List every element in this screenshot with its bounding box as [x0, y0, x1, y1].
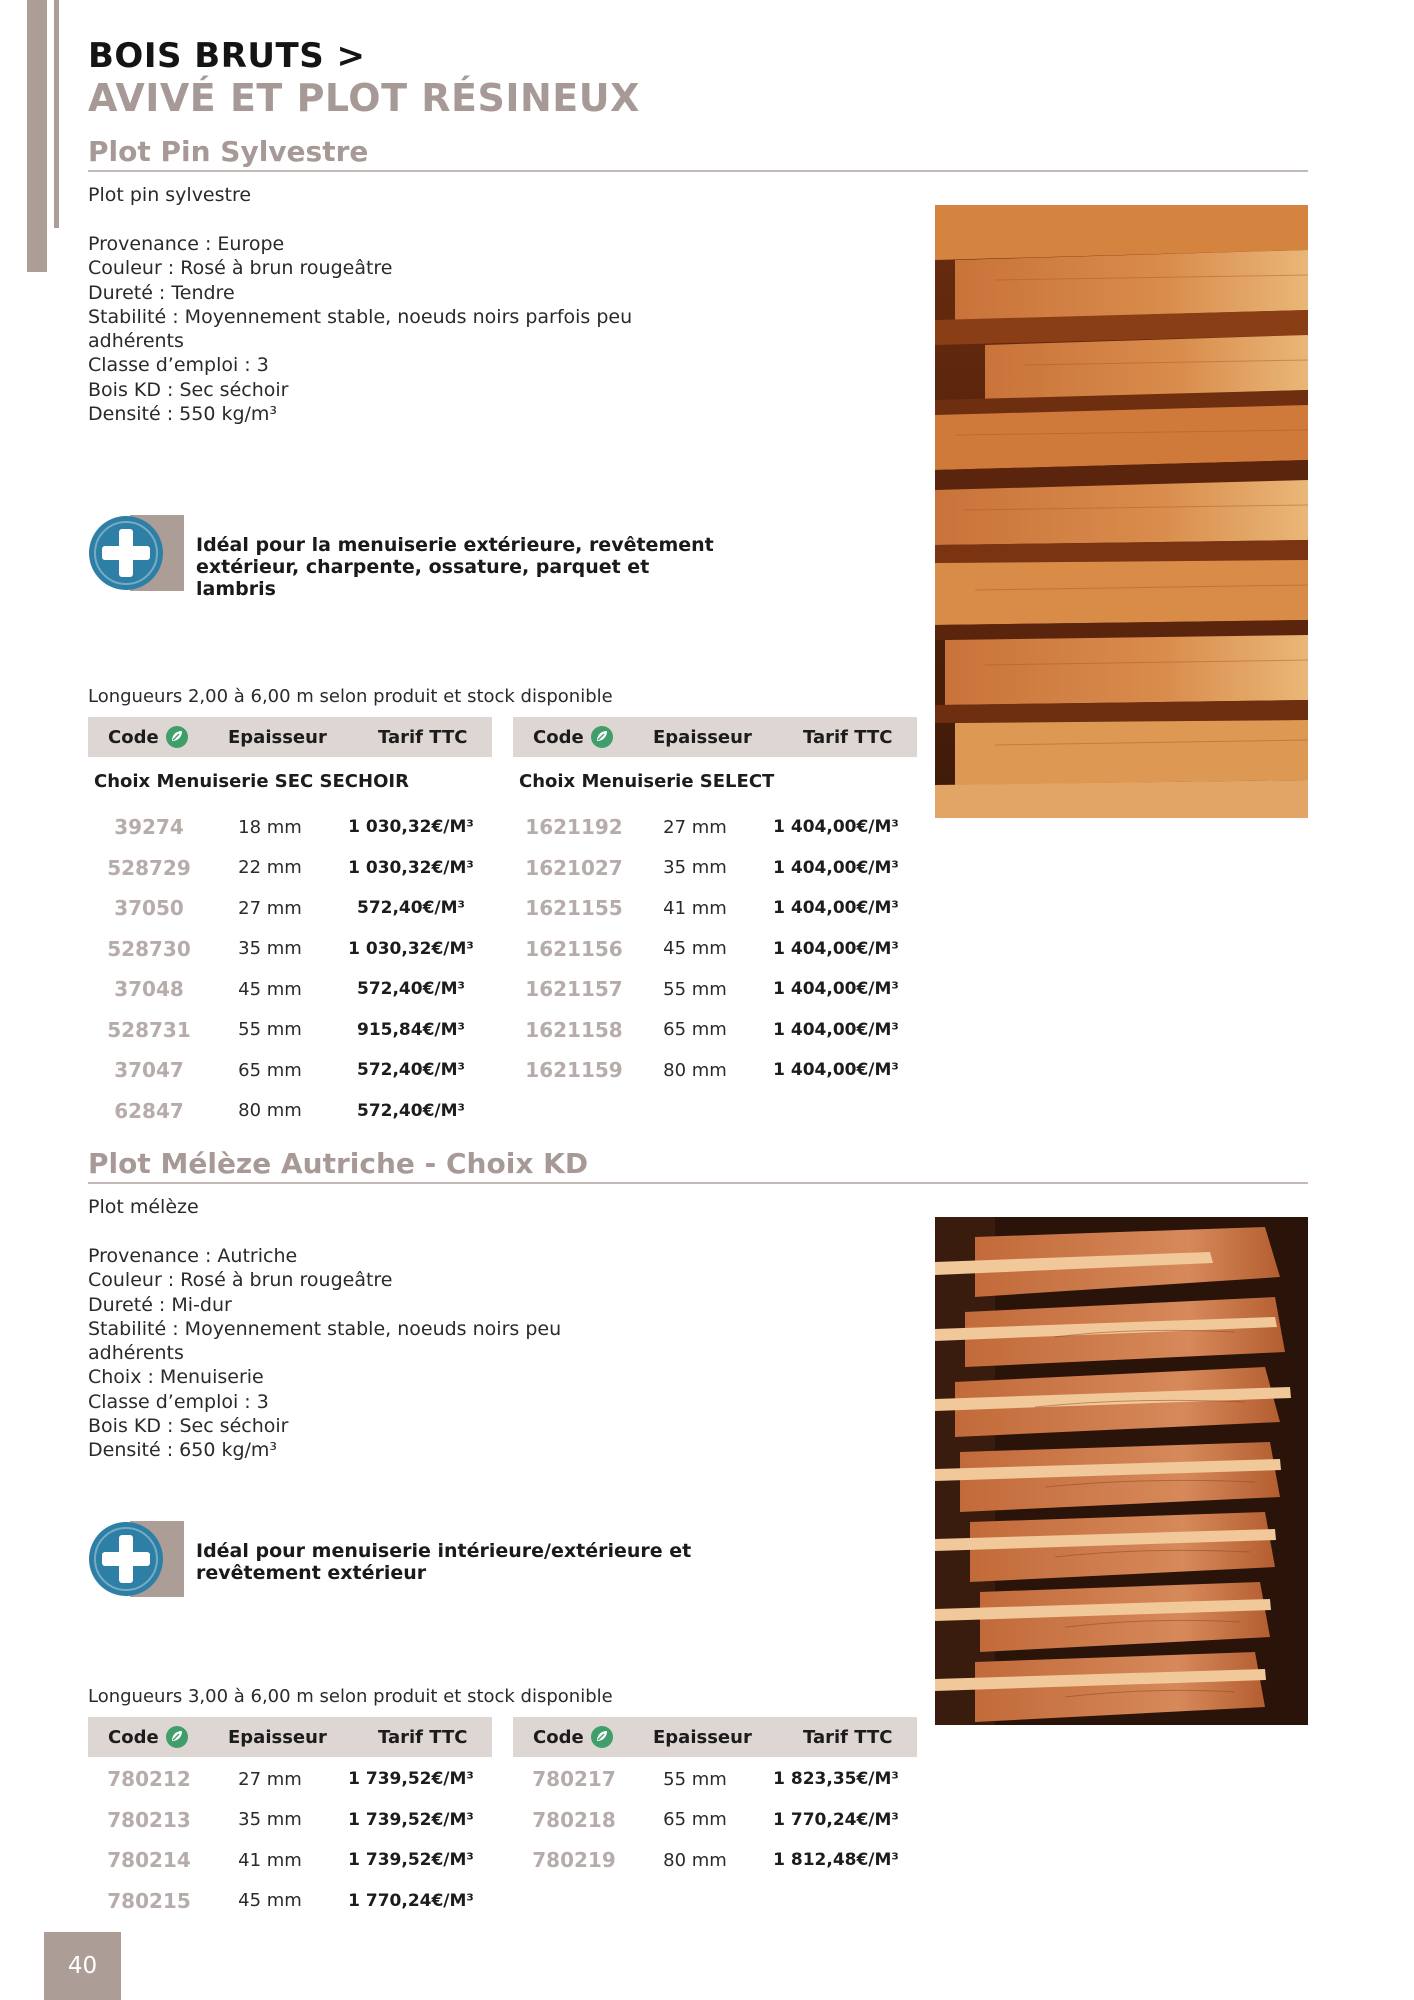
header-epaisseur: Epaisseur: [653, 726, 752, 748]
table-body: [88, 807, 492, 1131]
eco-leaf-icon: [165, 1725, 189, 1749]
property-line: Classe d’emploi : 3: [88, 1390, 269, 1413]
section-rule: [88, 1182, 1308, 1184]
cell-epaisseur: 65 mm: [663, 1019, 727, 1041]
cell-epaisseur: 45 mm: [238, 978, 302, 1000]
cell-code: 39274: [114, 815, 184, 840]
property-line: Provenance : Autriche: [88, 1245, 298, 1267]
table-row: [513, 888, 917, 929]
cell-code: 37048: [114, 977, 184, 1002]
property-line: Bois KD : Sec séchoir: [88, 1415, 289, 1438]
property-line: Classe d’emploi : 3: [88, 354, 269, 377]
cell-epaisseur: 27 mm: [238, 1768, 302, 1790]
section-title-pin-sylvestre: Plot Pin Sylvestre: [88, 135, 369, 168]
cell-price: 1 030,32€/M³: [348, 938, 474, 959]
property-line: Densité : 650 kg/m³: [88, 1439, 278, 1462]
table-body: [513, 1757, 917, 1881]
cell-price: 915,84€/M³: [356, 1019, 465, 1040]
property-line: Stabilité : Moyennement stable, noeuds noirs parfois peu adhérents: [88, 305, 633, 353]
price-table-meleze-1: [88, 1717, 492, 1921]
header-code: Code: [533, 726, 584, 748]
cell-price: 1 739,52€/M³: [348, 1769, 474, 1790]
cell-price: 572,40€/M³: [356, 1100, 465, 1121]
table-row: [88, 848, 492, 889]
cell-code: 1621158: [525, 1017, 623, 1042]
header-tarif: Tarif TTC: [803, 1726, 893, 1748]
property-line: Couleur : Rosé à brun rougeâtre: [88, 1269, 393, 1292]
header-epaisseur: Epaisseur: [653, 1726, 752, 1748]
plus-icon: [88, 515, 168, 595]
cell-epaisseur: 80 mm: [663, 1059, 727, 1081]
cell-epaisseur: 41 mm: [238, 1849, 302, 1871]
property-line: Choix : Menuiserie: [88, 1366, 264, 1389]
lengths-note: Longueurs 3,00 à 6,00 m selon produit et stock disponible: [88, 1686, 613, 1707]
cell-epaisseur: 65 mm: [238, 1059, 302, 1081]
cell-price: 1 823,35€/M³: [773, 1769, 899, 1790]
eco-leaf-icon: [590, 1725, 614, 1749]
cell-epaisseur: 18 mm: [238, 816, 302, 838]
cell-epaisseur: 22 mm: [238, 857, 302, 879]
table-row: [88, 1759, 492, 1800]
photo-meleze: [935, 1217, 1308, 1725]
table-row: [513, 1840, 917, 1881]
photo-pin-sylvestre: [935, 205, 1308, 818]
table-row: [88, 807, 492, 848]
cell-price: 1 739,52€/M³: [348, 1850, 474, 1871]
table-row: [88, 1010, 492, 1051]
cell-price: 1 404,00€/M³: [773, 857, 899, 878]
cell-price: 1 770,24€/M³: [773, 1809, 899, 1830]
table-row: [513, 929, 917, 970]
category-title: BOIS BRUTS >: [88, 36, 366, 76]
cell-epaisseur: 80 mm: [238, 1100, 302, 1122]
cell-code: 780218: [532, 1807, 616, 1832]
cell-code: 1621155: [525, 896, 623, 921]
header-epaisseur: Epaisseur: [228, 726, 327, 748]
cell-price: 1 030,32€/M³: [348, 857, 474, 878]
cell-price: 1 404,00€/M³: [773, 817, 899, 838]
price-table-meleze-2: [513, 1717, 917, 1881]
header-code: Code: [108, 1726, 159, 1748]
cell-code: 37050: [114, 896, 184, 921]
cell-price: 1 770,24€/M³: [348, 1890, 474, 1911]
table-row: [513, 1800, 917, 1841]
cell-epaisseur: 45 mm: [238, 1890, 302, 1912]
table-header: [88, 1717, 492, 1757]
cell-epaisseur: 35 mm: [238, 1809, 302, 1831]
cell-epaisseur: 45 mm: [663, 938, 727, 960]
property-line: Provenance : Europe: [88, 233, 285, 255]
table-row: [88, 1091, 492, 1132]
cell-price: 1 404,00€/M³: [773, 898, 899, 919]
section-title-meleze: Plot Mélèze Autriche - Choix KD: [88, 1147, 589, 1180]
cell-code: 1621156: [525, 936, 623, 961]
property-line: Dureté : Tendre: [88, 281, 235, 304]
plus-icon: [88, 1521, 168, 1601]
cell-code: 780215: [107, 1888, 191, 1913]
property-line: Bois KD : Sec séchoir: [88, 378, 289, 401]
cell-code: 780212: [107, 1767, 191, 1792]
ideal-usage-text: Idéal pour menuiserie intérieure/extérieure et revêtement extérieur: [196, 1540, 692, 1584]
table-header: [88, 717, 492, 757]
wood-stack-image: [935, 1217, 1308, 1725]
table-row: [513, 969, 917, 1010]
header-code: Code: [533, 1726, 584, 1748]
cell-code: 780217: [532, 1767, 616, 1792]
product-properties: [88, 1244, 648, 1463]
cell-code: 37047: [114, 1058, 184, 1083]
price-table-sec-sechoir: [88, 717, 492, 1131]
cell-code: 528731: [107, 1017, 191, 1042]
cell-code: 528729: [107, 855, 191, 880]
table-subtitle: Choix Menuiserie SEC SECHOIR: [94, 771, 409, 792]
property-line: Dureté : Mi-dur: [88, 1293, 232, 1316]
page-number: 40: [44, 1932, 121, 2000]
table-row: [513, 1010, 917, 1051]
table-row: [513, 848, 917, 889]
eco-leaf-icon: [590, 725, 614, 749]
table-row: [513, 807, 917, 848]
table-row: [88, 969, 492, 1010]
cell-code: 1621157: [525, 977, 623, 1002]
cell-price: 1 739,52€/M³: [348, 1809, 474, 1830]
cell-code: 1621159: [525, 1058, 623, 1083]
cell-price: 572,40€/M³: [356, 979, 465, 1000]
table-header: [513, 717, 917, 757]
table-subtitle: Choix Menuiserie SELECT: [519, 771, 775, 792]
header-epaisseur: Epaisseur: [228, 1726, 327, 1748]
table-row: [88, 1050, 492, 1091]
table-row: [88, 1840, 492, 1881]
eco-leaf-icon: [165, 725, 189, 749]
table-row: [88, 1800, 492, 1841]
cell-epaisseur: 80 mm: [663, 1849, 727, 1871]
table-body: [513, 807, 917, 1091]
property-line: Couleur : Rosé à brun rougeâtre: [88, 257, 393, 280]
property-line: Densité : 550 kg/m³: [88, 403, 278, 426]
product-properties: [88, 232, 648, 426]
cell-epaisseur: 35 mm: [238, 938, 302, 960]
cell-epaisseur: 65 mm: [663, 1809, 727, 1831]
plus-badge: [88, 515, 184, 591]
cell-epaisseur: 35 mm: [663, 857, 727, 879]
cell-code: 1621027: [525, 855, 623, 880]
cell-epaisseur: 55 mm: [238, 1019, 302, 1041]
table-row: [88, 929, 492, 970]
product-subtitle: Plot mélèze: [88, 1196, 199, 1218]
cell-price: 572,40€/M³: [356, 898, 465, 919]
property-line: Stabilité : Moyennement stable, noeuds noirs peu adhérents: [88, 1317, 562, 1365]
cell-epaisseur: 27 mm: [663, 816, 727, 838]
table-row: [88, 1881, 492, 1922]
header-code: Code: [108, 726, 159, 748]
ideal-usage-text: Idéal pour la menuiserie extérieure, revêtement extérieur, charpente, ossature, parquet et lambris: [196, 534, 714, 600]
section-rule: [88, 170, 1308, 172]
product-subtitle: Plot pin sylvestre: [88, 184, 252, 206]
table-row: [513, 1759, 917, 1800]
cell-code: 1621192: [525, 815, 623, 840]
cell-price: 1 404,00€/M³: [773, 1060, 899, 1081]
cell-code: 780213: [107, 1807, 191, 1832]
cell-epaisseur: 55 mm: [663, 1768, 727, 1790]
accent-bar-thin: [54, 0, 59, 228]
accent-bar: [27, 0, 47, 272]
cell-price: 1 404,00€/M³: [773, 1019, 899, 1040]
cell-price: 572,40€/M³: [356, 1060, 465, 1081]
plus-badge: [88, 1521, 184, 1597]
lengths-note: Longueurs 2,00 à 6,00 m selon produit et stock disponible: [88, 686, 613, 707]
table-row: [88, 888, 492, 929]
header-tarif: Tarif TTC: [803, 726, 893, 748]
cell-epaisseur: 41 mm: [663, 897, 727, 919]
cell-price: 1 030,32€/M³: [348, 817, 474, 838]
cell-price: 1 812,48€/M³: [773, 1850, 899, 1871]
table-header: [513, 1717, 917, 1757]
page-title: AVIVÉ ET PLOT RÉSINEUX: [88, 76, 640, 120]
cell-code: 62847: [114, 1098, 184, 1123]
table-body: [88, 1757, 492, 1921]
cell-price: 1 404,00€/M³: [773, 979, 899, 1000]
header-tarif: Tarif TTC: [378, 726, 468, 748]
cell-code: 780214: [107, 1848, 191, 1873]
cell-code: 528730: [107, 936, 191, 961]
header-tarif: Tarif TTC: [378, 1726, 468, 1748]
cell-epaisseur: 27 mm: [238, 897, 302, 919]
wood-planks-image: [935, 205, 1308, 818]
table-row: [513, 1050, 917, 1091]
cell-code: 780219: [532, 1848, 616, 1873]
price-table-select: [513, 717, 917, 1091]
cell-price: 1 404,00€/M³: [773, 938, 899, 959]
cell-epaisseur: 55 mm: [663, 978, 727, 1000]
